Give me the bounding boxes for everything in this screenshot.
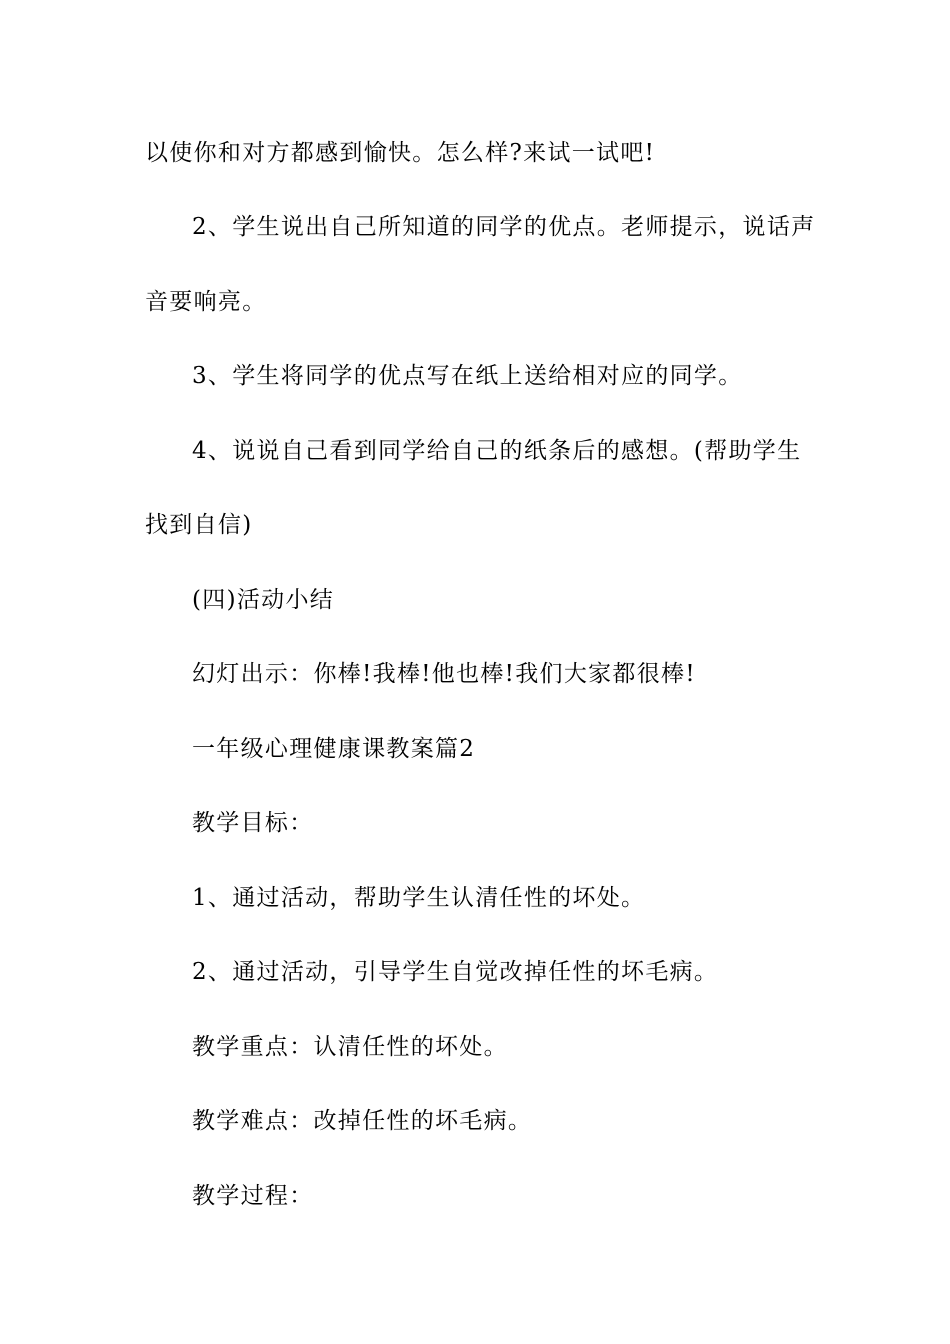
slide-text: 幻灯出示：你棒!我棒!他也棒!我们大家都很棒! [192, 661, 696, 687]
section-heading-activity-summary: (四)活动小结 [192, 587, 335, 613]
goal-item-2: 2、通过活动，引导学生自觉改掉任性的坏毛病。 [192, 959, 719, 985]
teaching-difficulty: 教学难点：改掉任性的坏毛病。 [192, 1108, 533, 1134]
list-item-4: 4、说说自己看到同学给自己的纸条后的感想。(帮助学生 [192, 438, 802, 464]
teaching-process-heading: 教学过程： [192, 1183, 314, 1209]
list-item-3: 3、学生将同学的优点写在纸上送给相对应的同学。 [192, 363, 743, 389]
list-item-2: 2、学生说出自己所知道的同学的优点。老师提示，说话声 [192, 214, 816, 240]
goal-item-1: 1、通过活动，帮助学生认清任性的坏处。 [192, 885, 646, 911]
paragraph-continuation: 以使你和对方都感到愉快。怎么样?来试一试吧! [145, 140, 656, 166]
list-item-2-continuation: 音要响亮。 [145, 289, 267, 315]
teaching-focus: 教学重点：认清任性的坏处。 [192, 1034, 508, 1060]
lesson-plan-title: 一年级心理健康课教案篇2 [192, 736, 476, 762]
teaching-goals-heading: 教学目标： [192, 810, 314, 836]
list-item-4-continuation: 找到自信) [145, 512, 253, 538]
